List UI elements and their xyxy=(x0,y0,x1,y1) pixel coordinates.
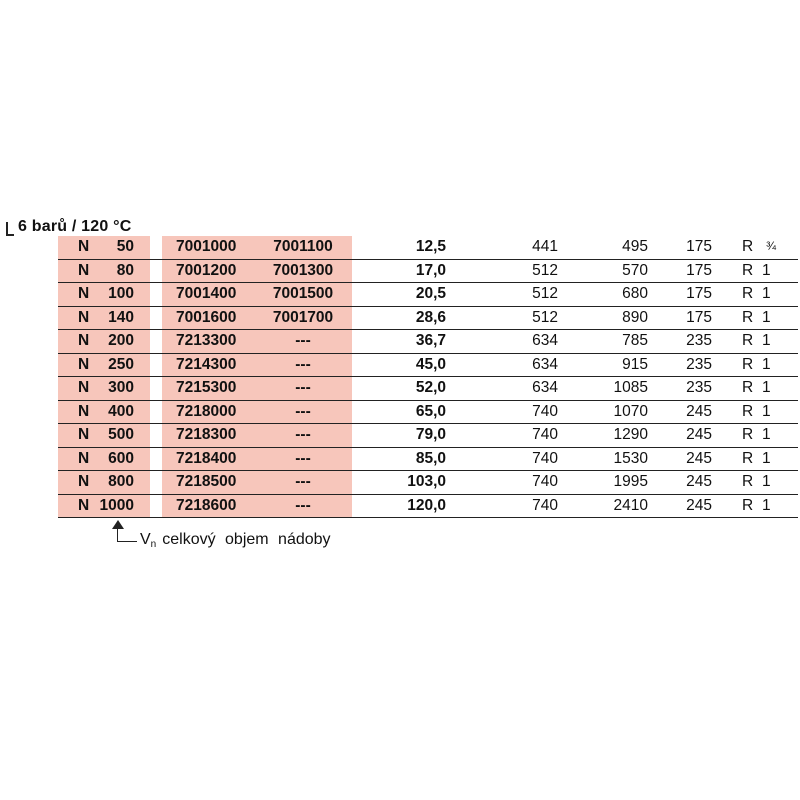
connection-size: 1 xyxy=(762,496,771,514)
connection-prefix: R xyxy=(742,261,754,279)
nominal-volume: 500 xyxy=(108,426,134,443)
dimension-1: 512 xyxy=(532,308,558,326)
connection-size: 1 xyxy=(762,449,771,467)
connection-prefix: R xyxy=(742,402,754,420)
article-number-1: 7001000 xyxy=(176,238,237,255)
table-row xyxy=(58,307,798,331)
nominal-volume: 600 xyxy=(108,449,134,467)
dimension-1: 634 xyxy=(532,355,558,373)
dimension-2: 570 xyxy=(622,261,648,279)
dimension-3: 235 xyxy=(686,379,712,396)
nominal-volume: 100 xyxy=(108,285,134,302)
nominal-volume: 80 xyxy=(116,261,134,279)
connection-prefix: R xyxy=(742,355,754,373)
table-row xyxy=(58,236,798,260)
dimension-1: 740 xyxy=(532,473,558,490)
article-number-1: 7001200 xyxy=(176,261,237,279)
row-prefix: N xyxy=(78,473,90,490)
dimension-1: 740 xyxy=(532,496,558,514)
legend-symbol: V xyxy=(140,531,151,548)
dimension-3: 245 xyxy=(686,473,712,490)
dimension-2: 680 xyxy=(622,285,648,302)
article-number-2: --- xyxy=(295,379,311,396)
article-number-2: --- xyxy=(295,402,311,420)
article-number-2: --- xyxy=(295,332,311,349)
nominal-volume: 50 xyxy=(116,238,134,255)
dimension-1: 740 xyxy=(532,449,558,467)
connection-prefix: R xyxy=(742,332,754,349)
article-number-1: 7001400 xyxy=(176,285,237,302)
weight-value: 45,0 xyxy=(415,355,446,373)
article-number-1: 7218600 xyxy=(176,496,237,514)
article-number-2: 7001300 xyxy=(272,261,334,279)
table-row xyxy=(58,330,798,354)
volume-legend xyxy=(140,531,331,550)
table-row xyxy=(58,401,798,425)
connection-prefix: R xyxy=(742,473,754,490)
legend-subscript: n xyxy=(150,539,157,550)
weight-value: 52,0 xyxy=(415,379,446,396)
dimension-2: 1530 xyxy=(613,449,648,467)
nominal-volume: 800 xyxy=(108,473,134,490)
pressure-temperature-heading: 6 barů / 120 °C xyxy=(18,218,132,235)
dimension-3: 245 xyxy=(686,449,712,467)
nominal-volume: 250 xyxy=(108,355,134,373)
row-prefix: N xyxy=(78,496,90,514)
connection-size: 1 xyxy=(762,379,771,396)
dimension-2: 2410 xyxy=(613,496,648,514)
connection-prefix: R xyxy=(742,426,754,443)
arrow-foot xyxy=(117,541,137,542)
article-number-2: 7001500 xyxy=(272,285,334,302)
table-row xyxy=(58,424,798,448)
article-number-2: --- xyxy=(295,496,311,514)
connection-size: ¾ xyxy=(766,239,777,253)
connection-size: 1 xyxy=(762,402,771,420)
connection-size: 1 xyxy=(762,355,771,373)
dimension-3: 175 xyxy=(686,238,712,255)
dimension-3: 235 xyxy=(686,355,712,373)
article-number-1: 7214300 xyxy=(176,355,237,373)
article-number-1: 7218500 xyxy=(176,473,237,490)
connection-prefix: R xyxy=(742,285,754,302)
dimension-2: 785 xyxy=(622,332,648,349)
weight-value: 36,7 xyxy=(415,332,446,349)
arrow-stem xyxy=(117,528,118,542)
table-row xyxy=(58,283,798,307)
article-number-1: 7213300 xyxy=(176,332,237,349)
dimension-3: 175 xyxy=(686,261,712,279)
nominal-volume: 300 xyxy=(108,379,134,396)
dimension-2: 1290 xyxy=(613,426,648,443)
row-prefix: N xyxy=(78,426,90,443)
article-number-2: --- xyxy=(295,473,311,490)
connection-prefix: R xyxy=(742,449,754,467)
row-prefix: N xyxy=(78,285,90,302)
weight-value: 120,0 xyxy=(407,496,446,514)
weight-value: 85,0 xyxy=(415,449,446,467)
nominal-volume: 200 xyxy=(108,332,134,349)
connection-size: 1 xyxy=(762,308,771,326)
dimension-2: 495 xyxy=(622,238,648,255)
dimension-2: 1995 xyxy=(613,473,648,490)
dimension-1: 441 xyxy=(532,238,558,255)
dimension-1: 512 xyxy=(532,261,558,279)
dimension-2: 890 xyxy=(622,308,648,326)
row-prefix: N xyxy=(78,402,90,420)
connection-prefix: R xyxy=(742,496,754,514)
dimension-1: 740 xyxy=(532,402,558,420)
weight-value: 79,0 xyxy=(415,426,446,443)
table-row xyxy=(58,354,798,378)
article-number-2: --- xyxy=(295,426,311,443)
nominal-volume: 140 xyxy=(108,308,134,326)
row-prefix: N xyxy=(78,238,90,255)
dimension-2: 1085 xyxy=(613,379,648,396)
nominal-volume: 400 xyxy=(108,402,134,420)
dimension-3: 245 xyxy=(686,496,712,514)
article-number-2: 7001700 xyxy=(272,308,334,326)
table-row xyxy=(58,471,798,495)
table-row xyxy=(58,377,798,401)
arrow-up-icon xyxy=(112,520,124,529)
article-number-1: 7218300 xyxy=(176,426,237,443)
weight-value: 17,0 xyxy=(415,261,446,279)
connection-prefix: R xyxy=(742,238,754,255)
table-row xyxy=(58,448,798,472)
dimension-1: 634 xyxy=(532,379,558,396)
legend-text: celkový objem nádoby xyxy=(162,531,331,548)
dimension-1: 634 xyxy=(532,332,558,349)
row-prefix: N xyxy=(78,308,90,326)
nominal-volume: 1000 xyxy=(99,496,134,514)
dimension-2: 915 xyxy=(622,355,648,373)
row-prefix: N xyxy=(78,261,90,279)
weight-value: 103,0 xyxy=(407,473,446,490)
connection-size: 1 xyxy=(762,261,771,279)
article-number-1: 7218000 xyxy=(176,402,237,420)
header-bracket xyxy=(6,222,14,236)
dimension-3: 175 xyxy=(686,285,712,302)
connection-size: 1 xyxy=(762,332,771,349)
row-prefix: N xyxy=(78,449,90,467)
article-number-2: --- xyxy=(295,449,311,467)
row-prefix: N xyxy=(78,332,90,349)
dimension-1: 740 xyxy=(532,426,558,443)
article-number-1: 7218400 xyxy=(176,449,237,467)
article-number-1: 7215300 xyxy=(176,379,237,396)
weight-value: 12,5 xyxy=(415,238,446,255)
dimension-1: 512 xyxy=(532,285,558,302)
article-number-2: --- xyxy=(295,355,311,373)
connection-size: 1 xyxy=(762,285,771,302)
dimension-3: 235 xyxy=(686,332,712,349)
article-number-1: 7001600 xyxy=(176,308,237,326)
dimension-3: 175 xyxy=(686,308,712,326)
row-prefix: N xyxy=(78,355,90,373)
table-row xyxy=(58,495,798,519)
connection-prefix: R xyxy=(742,308,754,326)
weight-value: 20,5 xyxy=(415,285,446,302)
article-number-2: 7001100 xyxy=(273,238,333,255)
connection-size: 1 xyxy=(762,473,771,490)
dimension-2: 1070 xyxy=(613,402,648,420)
row-prefix: N xyxy=(78,379,90,396)
connection-size: 1 xyxy=(762,426,771,443)
dimension-3: 245 xyxy=(686,426,712,443)
vessel-spec-table xyxy=(58,236,798,518)
weight-value: 28,6 xyxy=(415,308,446,326)
dimension-3: 245 xyxy=(686,402,712,420)
table-row xyxy=(58,260,798,284)
weight-value: 65,0 xyxy=(415,402,446,420)
connection-prefix: R xyxy=(742,379,754,396)
